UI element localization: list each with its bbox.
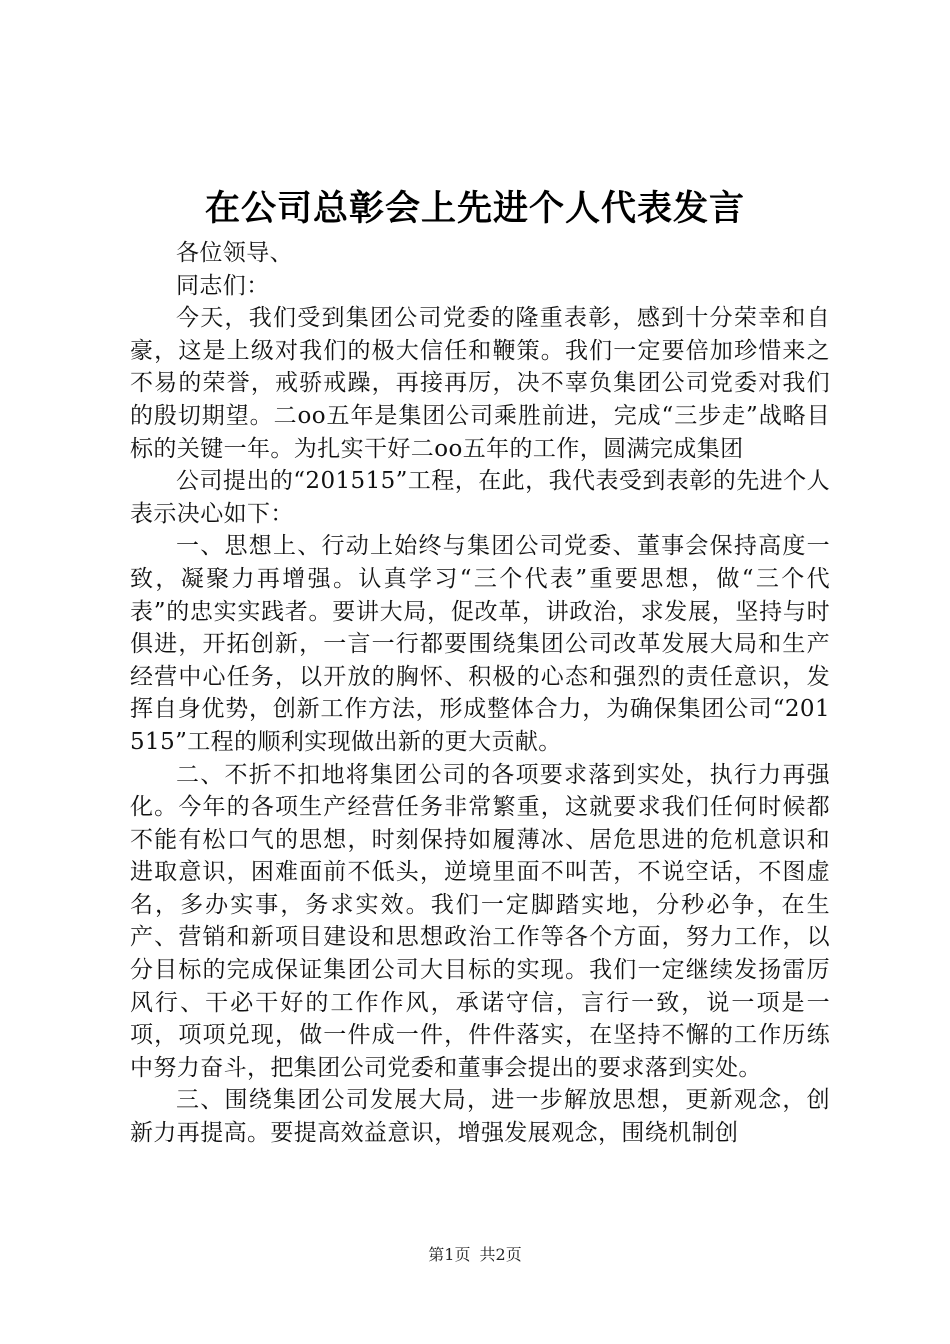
paragraph-resolution-intro: 公司提出的“201515”工程，在此，我代表受到表彰的先进个人表示决心如下： [130, 468, 830, 527]
page-number: 第1页 [428, 1245, 471, 1264]
document-body [130, 237, 830, 1150]
page-total: 共2页 [479, 1245, 522, 1264]
paragraph-point-three: 三、围绕集团公司发展大局，进一步解放思想，更新观念，创新力再提高。要提高效益意识，增强发展观念，围绕机制创 [130, 1087, 830, 1147]
page-footer [0, 1244, 950, 1266]
document-title: 在公司总彰会上先进个人代表发言 [204, 189, 745, 229]
paragraph-intro: 今天，我们受到集团公司党委的隆重表彰，感到十分荣幸和自豪，这是上级对我们的极大信任和鞭策。我们一定要倍加珍惜来之不易的荣誉，戒骄戒躁，再接再厉，决不辜负集团公司党委对我们的殷切期望。二oo五年是集团公司乘胜前进，完成“三步走”战略目标的关键一年。为扎实干好二oo五年的工作，圆满完成集团 [130, 305, 830, 462]
salutation-line-1: 各位领导、 [176, 240, 293, 266]
paragraph-point-one: 一、思想上、行动上始终与集团公司党委、董事会保持高度一致，凝聚力再增强。认真学习“三个代表”重要思想，做“三个代表”的忠实实践者。要讲大局，促改革，讲政治，求发展，坚持与时俱进，开拓创新，一言一行都要围绕集团公司改革发展大局和生产经营中心任务，以开放的胸怀、积极的心态和强烈的责任意识，发挥自身优势，创新工作方法，形成整体合力，为确保集团公司“201515”工程的顺利实现做出新的更大贡献。 [130, 533, 830, 755]
salutation-line-2: 同志们： [176, 272, 270, 299]
paragraph-point-two: 二、不折不扣地将集团公司的各项要求落到实处，执行力再强化。今年的各项生产经营任务非常繁重，这就要求我们任何时候都不能有松口气的思想，时刻保持如履薄冰、居危思进的危机意识和进取意识，困难面前不低头，逆境里面不叫苦，不说空话，不图虚名，多办实事，务求实效。我们一定脚踏实地，分秒必争，在生产、营销和新项目建设和思想政治工作等各个方面，努力工作，以分目标的完成保证集团公司大目标的实现。我们一定继续发扬雷厉风行、干必干好的工作作风，承诺守信，言行一致，说一项是一项，项项兑现，做一件成一件，件件落实，在坚持不懈的工作历练中努力奋斗，把集团公司党委和董事会提出的要求落到实处。 [130, 761, 830, 1081]
